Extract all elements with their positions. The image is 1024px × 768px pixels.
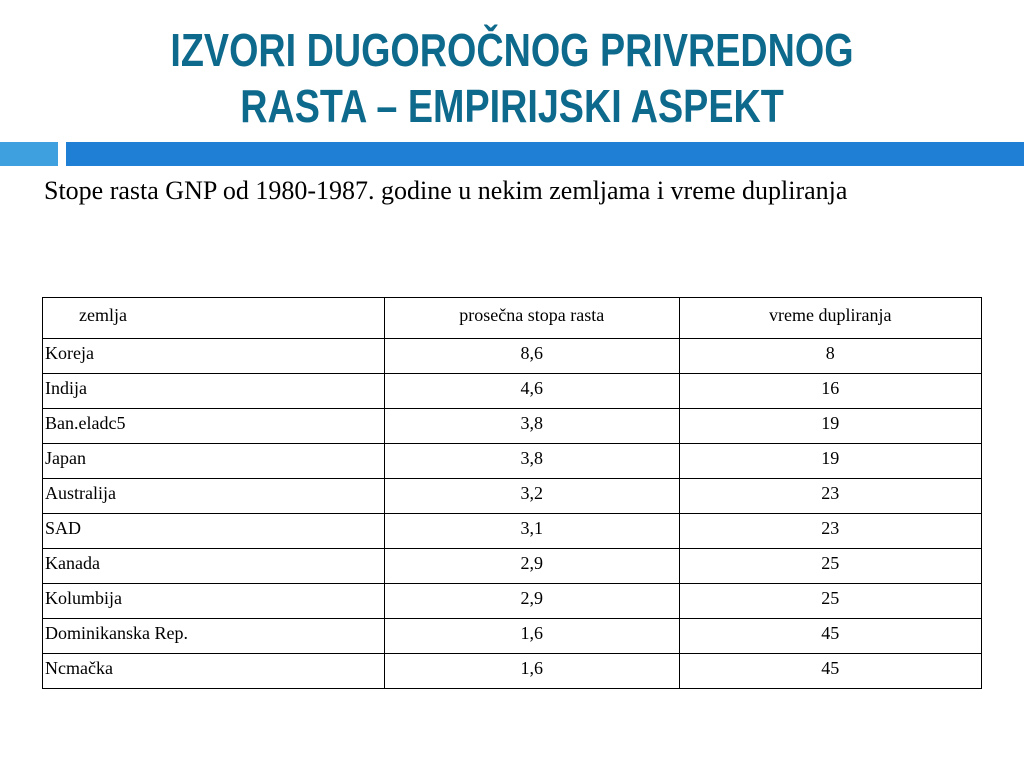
table-header-row — [43, 298, 982, 339]
cell-doubling-time: 23 — [679, 514, 982, 549]
cell-growth-rate: 2,9 — [385, 584, 679, 619]
cell-country: Kanada — [43, 549, 385, 584]
cell-country: Koreja — [43, 339, 385, 374]
column-header-country: zemlja — [43, 298, 385, 339]
growth-rate-table — [42, 297, 982, 689]
cell-doubling-time: 23 — [679, 479, 982, 514]
cell-doubling-time: 25 — [679, 549, 982, 584]
cell-doubling-time: 45 — [679, 619, 982, 654]
cell-country: Kolumbija — [43, 584, 385, 619]
cell-country: Ban.eladc5 — [43, 409, 385, 444]
table-row — [43, 654, 982, 689]
slide-title-line-1: IZVORI DUGOROČNOG PRIVREDNOG — [170, 24, 854, 76]
cell-growth-rate: 4,6 — [385, 374, 679, 409]
cell-country: Australija — [43, 479, 385, 514]
cell-country: Indija — [43, 374, 385, 409]
table-row — [43, 549, 982, 584]
cell-growth-rate: 3,8 — [385, 409, 679, 444]
cell-growth-rate: 2,9 — [385, 549, 679, 584]
table-row — [43, 444, 982, 479]
cell-doubling-time: 16 — [679, 374, 982, 409]
cell-doubling-time: 19 — [679, 444, 982, 479]
table-row — [43, 619, 982, 654]
cell-country: Ncmačka — [43, 654, 385, 689]
cell-growth-rate: 3,2 — [385, 479, 679, 514]
cell-country: SAD — [43, 514, 385, 549]
cell-doubling-time: 45 — [679, 654, 982, 689]
slide-title-line-2: RASTA – EMPIRIJSKI ASPEKT — [240, 80, 784, 132]
accent-bar-right — [66, 142, 1024, 166]
table-row — [43, 339, 982, 374]
slide-title — [92, 22, 932, 134]
column-header-doubling-time: vreme dupliranja — [679, 298, 982, 339]
accent-bar-left — [0, 142, 58, 166]
slide-subtitle: Stope rasta GNP od 1980-1987. godine u nekim zemljama i vreme dupliranja — [44, 176, 848, 205]
table-row — [43, 409, 982, 444]
table-row — [43, 374, 982, 409]
column-header-growth-rate: prosečna stopa rasta — [385, 298, 679, 339]
cell-doubling-time: 25 — [679, 584, 982, 619]
cell-growth-rate: 3,1 — [385, 514, 679, 549]
cell-doubling-time: 19 — [679, 409, 982, 444]
cell-country: Dominikanska Rep. — [43, 619, 385, 654]
cell-growth-rate: 8,6 — [385, 339, 679, 374]
table-row — [43, 584, 982, 619]
cell-growth-rate: 1,6 — [385, 654, 679, 689]
table-row — [43, 479, 982, 514]
cell-growth-rate: 3,8 — [385, 444, 679, 479]
cell-country: Japan — [43, 444, 385, 479]
table-row — [43, 514, 982, 549]
cell-doubling-time: 8 — [679, 339, 982, 374]
cell-growth-rate: 1,6 — [385, 619, 679, 654]
